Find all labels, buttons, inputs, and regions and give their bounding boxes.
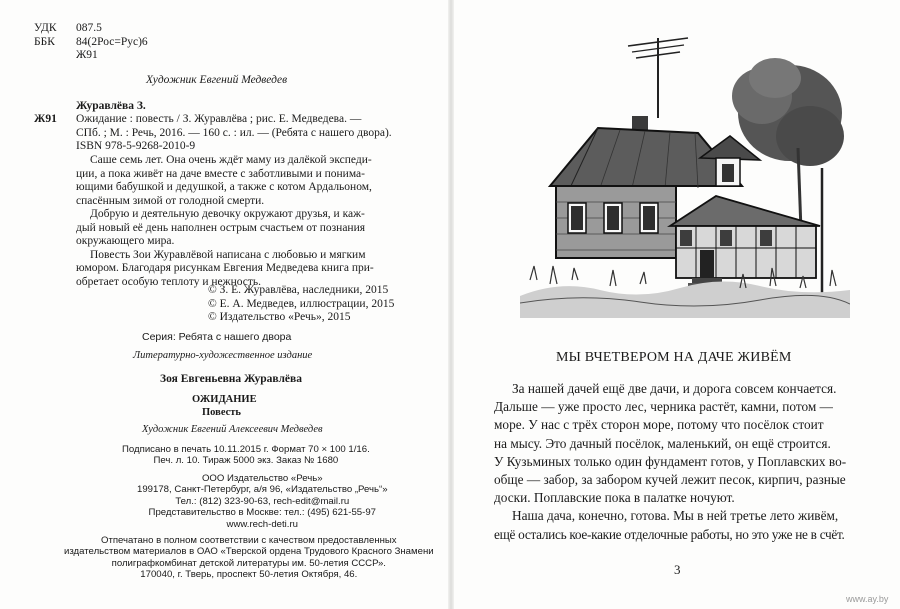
text-line: доски. Поплавские пока в палатке ночуют. [494, 490, 735, 506]
printer-line: издательством материалов в ОАО «Тверской ордена Трудового Красного Знамени [64, 546, 434, 558]
copyright-block [208, 284, 394, 325]
publisher-line: Представительство в Москве: тел.: (495) 621-55-97 [148, 507, 376, 519]
illustrator-line: Художник Евгений Медведев [146, 74, 288, 86]
printer-block [64, 535, 434, 581]
isbn-line: ISBN 978-5-9268-2010-9 [76, 140, 196, 152]
print-line: Подписано в печать 10.11.2015 г. Формат 70 × 100 1/16. [122, 444, 370, 455]
printer-line: полиграфкомбинат детской литературы им. 50-летия СССР». [111, 557, 386, 569]
publisher-block [137, 473, 388, 530]
chapter-title: МЫ ВЧЕТВЕРОМ НА ДАЧЕ ЖИВЁМ [556, 350, 792, 365]
watermark: www.ay.by [846, 594, 889, 604]
page-number: 3 [674, 562, 681, 577]
print-line: Печ. л. 10. Тираж 5000 экз. Заказ № 1680 [153, 455, 339, 467]
author-mark-top: Ж91 [76, 49, 98, 61]
series-line: Серия: Ребята с нашего двора [142, 331, 292, 343]
annotation-line: юмором. Благодаря рисункам Евгения Медведева книга при- [76, 262, 374, 274]
book-title: ОЖИДАНИЕ [192, 394, 257, 405]
book-gutter [448, 0, 454, 609]
copyright-line: © Е. А. Медведев, иллюстрации, 2015 [208, 297, 395, 310]
bib-line: СПб. ; М. : Речь, 2016. — 160 с. : ил. — (Ребята с нашего двора). [76, 126, 392, 139]
illustrator-full: Художник Евгений Алексеевич Медведев [142, 424, 323, 435]
copyright-line: © Издательство «Речь», 2015 [208, 311, 351, 323]
text-line: ещё остались кое-какие отделочные работы, но это уже не в счёт. [494, 526, 845, 542]
bbk-value: 84(2Рос=Рус)6 [76, 35, 148, 48]
annotation-line: обретает особую теплоту и нежность. [76, 275, 262, 288]
annotation-line: Саше семь лет. Она очень ждёт маму из далёкой экспеди- [90, 154, 372, 166]
annotation-line: окружающего мира. [76, 235, 175, 247]
text-line: обще — забор, за забором кучей лежит песок, кирпич, разные [494, 472, 846, 488]
publisher-line: 199178, Санкт-Петербург, а/я 96, «Издательство „Речь“» [137, 484, 388, 496]
bbk-label: ББК [34, 35, 55, 48]
bib-line: Ожидание : повесть / З. Журавлёва ; рис. Е. Медведева. — [76, 113, 362, 125]
print-details [122, 444, 370, 467]
author-full-name: Зоя Евгеньевна Журавлёва [160, 373, 302, 385]
house-illustration [520, 18, 850, 318]
annotation-line: спасённым зимой от голодной смерти. [76, 194, 265, 207]
publisher-line: ООО Издательство «Речь» [201, 473, 323, 484]
text-line: У Кузьминых только один фундамент готов, у Поплавских во- [494, 453, 847, 469]
text-line: море. У нас с трёх сторон море, потому что посёлок стоит [494, 417, 824, 433]
bibliographic-record [76, 113, 392, 154]
annotation-line: Повесть Зои Журавлёвой написана с любовью и мягким [90, 248, 366, 261]
text-line: на мысу. Это дачный посёлок, маленький, он ещё строится. [494, 435, 831, 451]
text-line: За нашей дачей ещё две дачи, и дорога совсем кончается. [512, 381, 837, 396]
annotation-line: Добрую и деятельную девочку окружают друзья, и каж- [90, 208, 365, 220]
printer-line: 170040, г. Тверь, проспект 50-летия Октября, 46. [140, 569, 358, 581]
chapter-text [494, 380, 846, 544]
udk-value: 087.5 [76, 22, 102, 34]
printer-line: Отпечатано в полном соответствии с качеством предоставленных [100, 535, 397, 546]
publisher-line: Тел.: (812) 323-90-63, rech-edit@mail.ru [175, 495, 350, 507]
genre: Повесть [202, 407, 241, 418]
edition-type: Литературно-художественное издание [133, 350, 313, 361]
author-heading: Журавлёва З. [76, 100, 146, 112]
annotation-line: ции, а пока живёт на даче вместе с заботливыми и понима- [76, 167, 365, 180]
annotation-line: дый новый её день наполнен острым счастьем от познания [76, 221, 366, 234]
classification-block [34, 22, 148, 63]
udk-label: УДК [34, 22, 57, 34]
annotation-line: ющими бабушкой и дедушкой, а также с котом Ардальоном, [76, 181, 372, 193]
publisher-line: www.rech-deti.ru [226, 518, 298, 530]
copyright-line: © З. Е. Журавлёва, наследники, 2015 [208, 284, 389, 296]
annotation [76, 154, 374, 289]
author-mark: Ж91 [34, 113, 57, 125]
text-line: Наша дача, конечно, готова. Мы в ней третье лето живём, [512, 508, 839, 524]
text-line: Дальше — уже просто лес, черника растёт, камни, потом — [494, 399, 833, 415]
